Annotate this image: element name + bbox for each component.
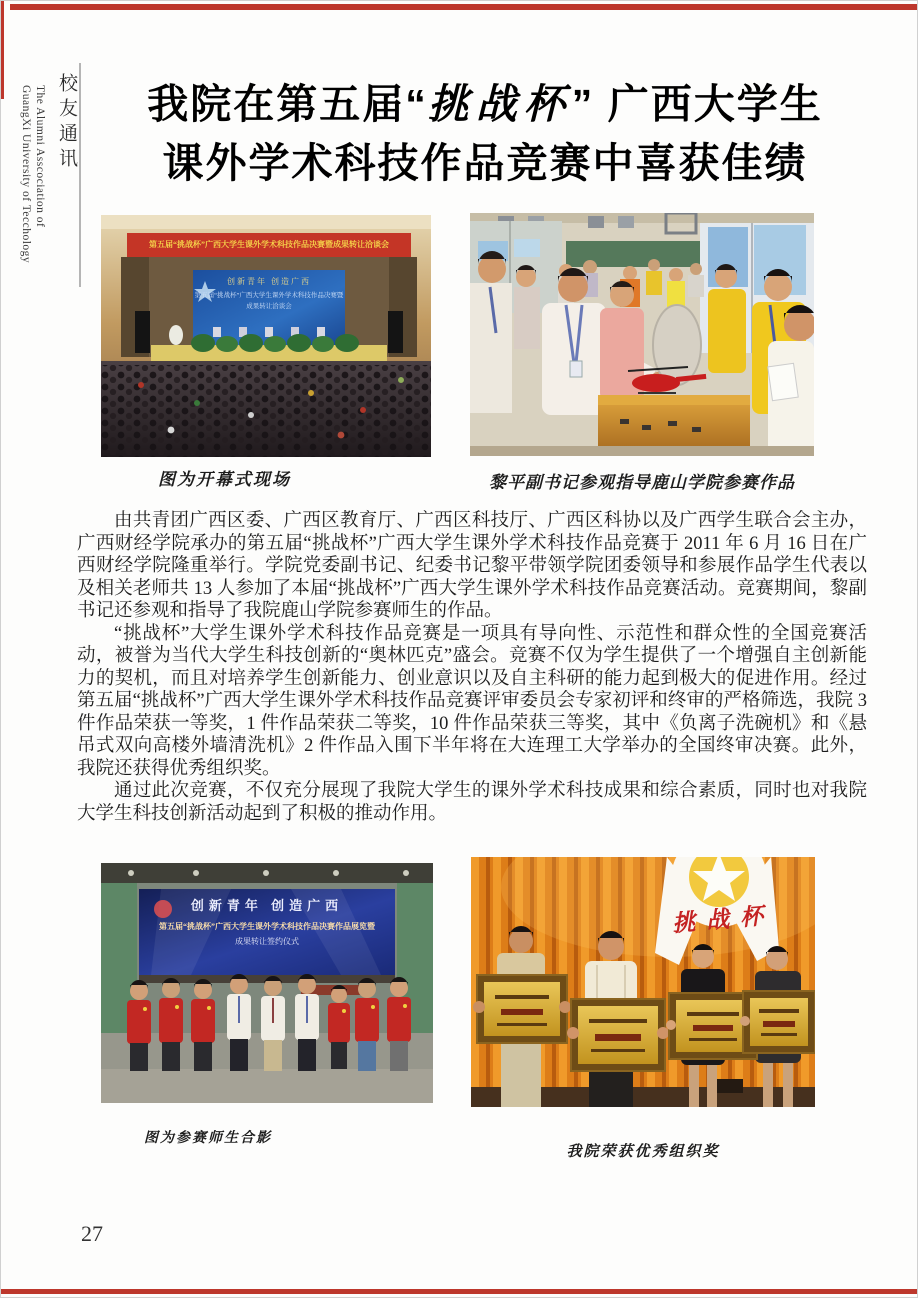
paragraph-3: 通过此次竞赛，不仅充分展现了我院大学生的课外学术科技成果和综合素质，同时也对我院大学生科技创新活动起到了积极的推动作用。 <box>77 781 867 824</box>
photo-award-ceremony-illustration <box>471 857 815 1107</box>
left-red-rule <box>1 1 4 99</box>
page-number: 27 <box>81 1221 103 1246</box>
masthead-english <box>19 85 47 263</box>
photo1-screen-line2: 第五届“挑战杯”广西大学生课外学术科技作品决赛暨 <box>194 292 344 299</box>
photo3-banner-line3: 成果转让签约仪式 <box>235 937 299 946</box>
photo-opening-ceremony <box>101 215 431 457</box>
article-title-line1 <box>89 75 881 134</box>
photo-group-photo-illustration <box>101 863 433 1103</box>
top-red-rule <box>10 4 917 10</box>
bottom-red-rule <box>1 1289 917 1294</box>
paragraph-2: “挑战杯”大学生课外学术科技作品竞赛是一项具有导向性、示范性和群众性的全国竞赛活动，被誉为当代大学生科技创新的“奥林匹克”盛会。竞赛不仅为学生提供了一个增强自主创新能力的契机，而且对培养学生创新能力、创业意识以及自主科研的能力起到极大的促进作用。经过第五届“挑战杯”广西大学生课外学术科技作品竞赛评审委员会专家初评和终审的严格筛选，我院 3 件作品荣获一等奖，1 件作品荣获二等奖，10 件作品荣获三等奖，其中《负离子洗碗机》和《悬吊式双向高楼外墙清洗机》2 件作品入围下半年将在大连理工大学举办的全国终审决赛。此外，我院还获得优秀组织奖。 <box>77 623 867 779</box>
masthead-english-line2: GuangXi University of Tecchology <box>20 85 32 264</box>
masthead-english-line1: The Alumni Asscociation of <box>34 85 46 228</box>
photo4-caption: 我院荣获优秀组织奖 <box>566 1144 720 1160</box>
photo1-stage-banner-text: 第五届“挑战杯”广西大学生课外学术科技作品决赛暨成果转让洽谈会 <box>149 240 389 249</box>
photo3-banner-line1: 创新青年 创造广西 <box>190 898 344 913</box>
photo-exhibition-visit <box>470 213 814 456</box>
photo-group-photo <box>101 863 433 1103</box>
title-prefix: 我院在第五届“ <box>147 81 428 127</box>
photo1-screen-line3: 成果转让洽谈会 <box>246 303 292 310</box>
photo-exhibition-visit-illustration <box>470 213 814 456</box>
photo-opening-ceremony-illustration <box>101 215 431 457</box>
title-suffix: ” 广西大学生 <box>571 81 823 127</box>
photo1-caption: 图为开幕式现场 <box>158 470 291 489</box>
photo3-banner-line2: 第五届“挑战杯”广西大学生课外学术科技作品决赛作品展览暨 <box>159 922 375 931</box>
title-brush-word: 挑战杯 <box>427 80 572 128</box>
article-title-line2: 课外学术科技作品竞赛中喜获佳绩 <box>162 140 808 186</box>
photo-award-ceremony <box>471 857 815 1107</box>
photo4-challenge-cup-logo-text: 挑战杯 <box>671 902 776 937</box>
masthead-chinese: 校友通讯 <box>56 73 77 173</box>
paragraph-1: 由共青团广西区委、广西区教育厅、广西区科技厅、广西区科协以及广西学生联合会主办，广西财经学院承办的第五届“挑战杯”广西大学生课外学术科技作品竞赛于 2011 年 6 月 16 日在广西财经学院隆重举行。学院党委副书记、纪委书记黎平带领学院团委领导和参展作品学生代表以及相关老师共 13 人参加了本届“挑战杯”广西大学生课外学术科技作品竞赛活动。竞赛期间，黎副书记还参观和指导了我院鹿山学院参赛师生的作品。 <box>77 511 867 621</box>
article-body <box>77 510 867 825</box>
article-title <box>89 75 881 193</box>
photo2-caption: 黎平副书记参观指导鹿山学院参赛作品 <box>489 473 795 492</box>
photo3-caption: 图为参赛师生合影 <box>144 1131 272 1146</box>
photo1-screen-line1: 创新青年 创造广西 <box>227 277 311 286</box>
